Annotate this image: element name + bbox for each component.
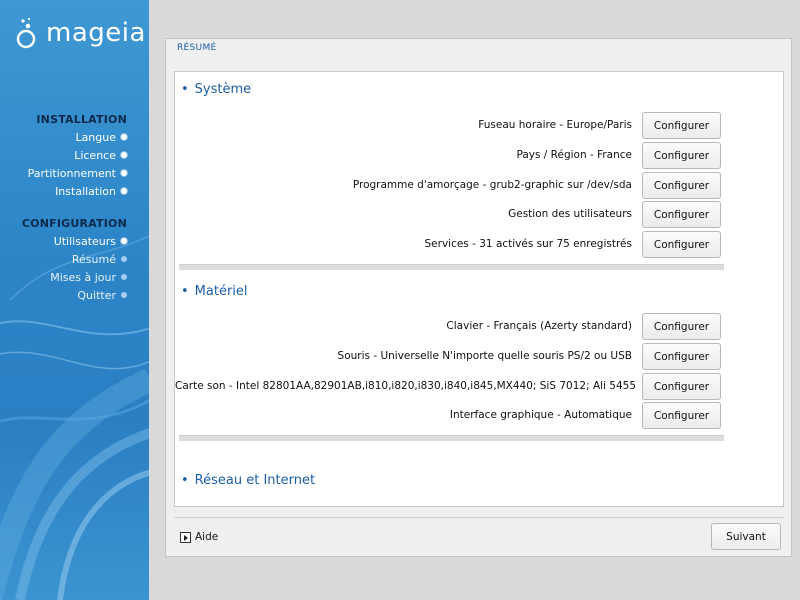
configure-soundcard-button[interactable]: Configurer	[642, 373, 721, 400]
configure-mouse-button[interactable]: Configurer	[642, 343, 721, 370]
step-status-dot-icon	[121, 238, 127, 244]
bullet-icon: •	[181, 473, 189, 488]
step-licence: Licence	[0, 146, 149, 164]
step-resume: Résumé	[0, 250, 149, 268]
brand-name: mageia	[46, 18, 146, 48]
summary-row-country: Pays / Région - France	[516, 149, 632, 161]
step-status-dot-icon	[121, 256, 127, 262]
step-status-dot-icon	[121, 292, 127, 298]
summary-row-bootloader: Programme d'amorçage - grub2-graphic sur /dev/sda	[352, 179, 632, 191]
summary-content	[174, 71, 784, 507]
configure-users-button[interactable]: Configurer	[642, 201, 721, 228]
summary-row-mouse: Souris - Universelle N'importe quelle souris PS/2 ou USB	[337, 350, 632, 362]
section-title-systeme: • Système	[181, 82, 252, 97]
step-installation: Installation	[0, 182, 149, 200]
sidebar	[0, 0, 149, 600]
page-title: RÉSUMÉ	[177, 43, 217, 53]
footer-divider	[174, 517, 784, 518]
section-separator	[179, 435, 724, 441]
installation-heading: INSTALLATION	[36, 113, 127, 126]
step-status-dot-icon	[121, 274, 127, 280]
summary-row-graphics: Interface graphique - Automatique	[449, 409, 632, 421]
help-label: Aide	[195, 531, 219, 543]
step-langue: Langue	[0, 128, 149, 146]
step-partitionnement: Partitionnement	[0, 164, 149, 182]
bullet-icon: •	[181, 284, 189, 299]
section-title-materiel: • Matériel	[181, 284, 248, 299]
summary-row-timezone: Fuseau horaire - Europe/Paris	[478, 119, 632, 131]
step-mises-a-jour: Mises à jour	[0, 268, 149, 286]
section-title-reseau: • Réseau et Internet	[181, 473, 316, 488]
configure-services-button[interactable]: Configurer	[642, 231, 721, 258]
bullet-icon: •	[181, 82, 189, 97]
mageia-logo	[12, 16, 146, 50]
step-status-dot-icon	[121, 152, 127, 158]
step-status-dot-icon	[121, 170, 127, 176]
summary-panel	[165, 38, 792, 557]
configure-timezone-button[interactable]: Configurer	[642, 112, 721, 139]
step-status-dot-icon	[121, 188, 127, 194]
configure-country-button[interactable]: Configurer	[642, 142, 721, 169]
configure-keyboard-button[interactable]: Configurer	[642, 313, 721, 340]
mageia-cauldron-icon	[12, 17, 40, 49]
step-quitter: Quitter	[0, 286, 149, 304]
configure-graphics-button[interactable]: Configurer	[642, 402, 721, 429]
configure-bootloader-button[interactable]: Configurer	[642, 172, 721, 199]
install-steps-nav	[0, 112, 149, 304]
step-utilisateurs: Utilisateurs	[0, 232, 149, 250]
next-button[interactable]: Suivant	[711, 523, 781, 550]
summary-row-users: Gestion des utilisateurs	[508, 208, 632, 220]
summary-row-keyboard: Clavier - Français (Azerty standard)	[446, 320, 632, 332]
summary-row-services: Services - 31 activés sur 75 enregistrés	[424, 238, 632, 250]
configuration-heading: CONFIGURATION	[21, 217, 127, 230]
summary-row-soundcard: Carte son - Intel 82801AA,82901AB,i810,i820,i830,i840,i845,MX440; SiS 7012; Ali 5455	[175, 380, 637, 392]
step-status-dot-icon	[121, 134, 127, 140]
section-separator	[179, 264, 724, 270]
help-toggle[interactable]	[180, 531, 218, 543]
expand-arrow-icon	[180, 532, 191, 543]
